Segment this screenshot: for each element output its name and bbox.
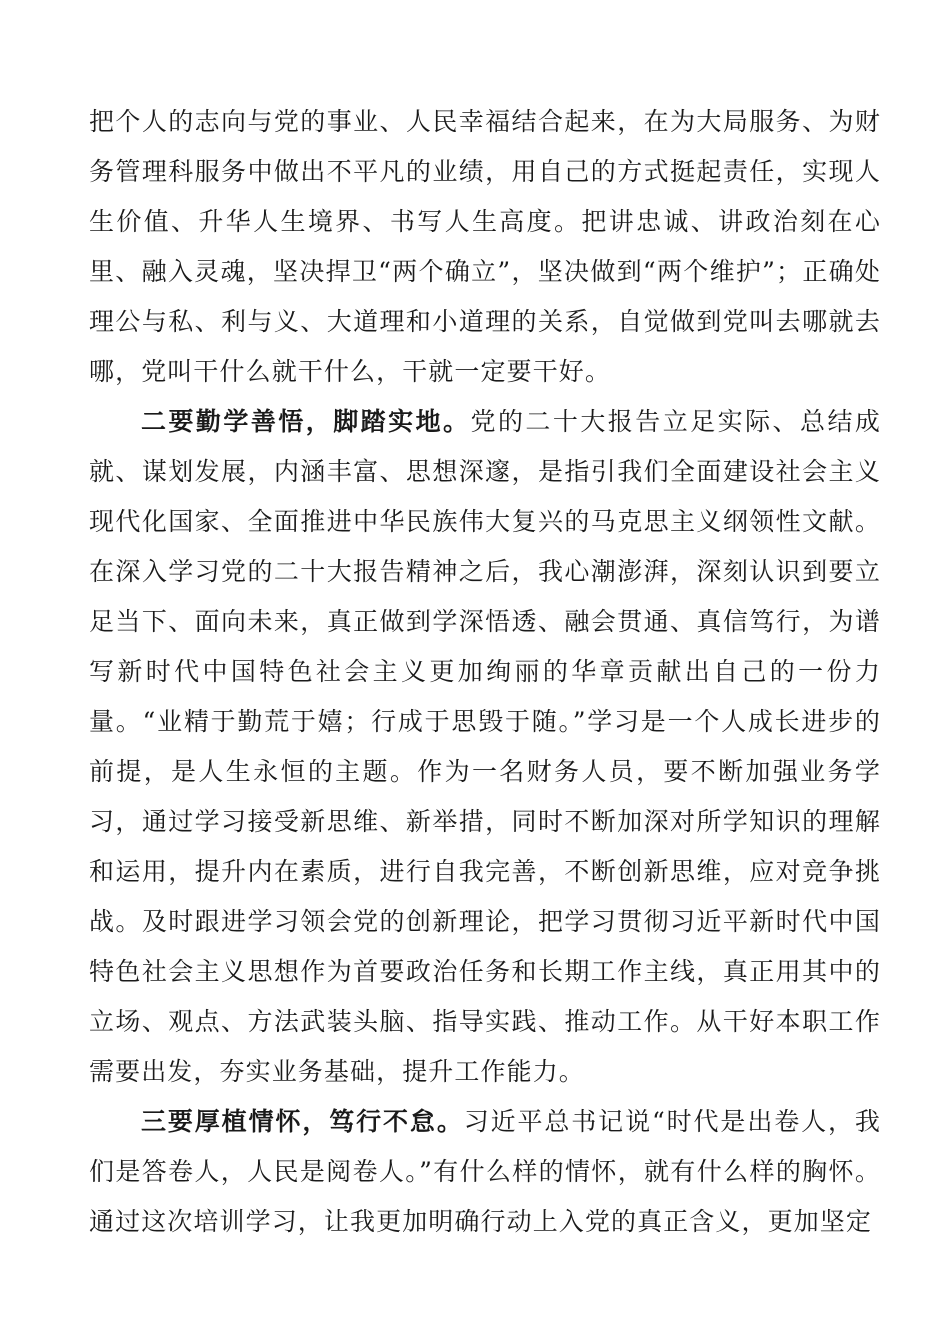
paragraph-body: 习近平总书记说“时代是出卷人，我们是答卷人，人民是阅卷人。”有什么样的情怀，就有什么样的胸怀。通过这次培训学习，让我更加明确行动上入党的真正含义，更加坚定	[89, 1107, 881, 1236]
paragraph-study	[89, 397, 881, 1097]
document-body	[89, 97, 881, 1247]
paragraph-body: 党的二十大报告立足实际、总结成就、谋划发展，内涵丰富、思想深邃，是指引我们全面建设社会主义现代化国家、全面推进中华民族伟大复兴的马克思主义纲领性文献。在深入学习党的二十大报告精神之后，我心潮澎湃，深刻认识到要立足当下、面向未来，真正做到学深悟透、融会贯通、真信笃行，为谱写新时代中国特色社会主义更加绚丽的华章贡献出自己的一份力量。“业精于勤荒于嬉；行成于思毁于随。”学习是一个人成长进步的前提，是人生永恒的主题。作为一名财务人员，要不断加强业务学习，通过学习接受新思维、新举措，同时不断加深对所学知识的理解和运用，提升内在素质，进行自我完善，不断创新思维，应对竞争挑战。及时跟进学习领会党的创新理论，把学习贯彻习近平新时代中国特色社会主义思想作为首要政治任务和长期工作主线，真正用其中的立场、观点、方法武装头脑、指导实践、推动工作。从干好本职工作需要出发，夯实业务基础，提升工作能力。	[89, 407, 881, 1086]
paragraph-lead-heading: 二要勤学善悟，脚踏实地。	[141, 407, 471, 436]
paragraph-sentiment	[89, 1097, 881, 1247]
paragraph-lead-heading: 三要厚植情怀，笃行不怠。	[141, 1107, 464, 1136]
paragraph-body: 把个人的志向与党的事业、人民幸福结合起来，在为大局服务、为财务管理科服务中做出不平凡的业绩，用自己的方式挺起责任，实现人生价值、升华人生境界、书写人生高度。把讲忠诚、讲政治刻在心里、融入灵魂，坚决捍卫“两个确立”，坚决做到“两个维护”；正确处理公与私、利与义、大道理和小道理的关系，自觉做到党叫去哪就去哪，党叫干什么就干什么，干就一定要干好。	[89, 107, 881, 386]
paragraph-continuation	[89, 97, 881, 397]
